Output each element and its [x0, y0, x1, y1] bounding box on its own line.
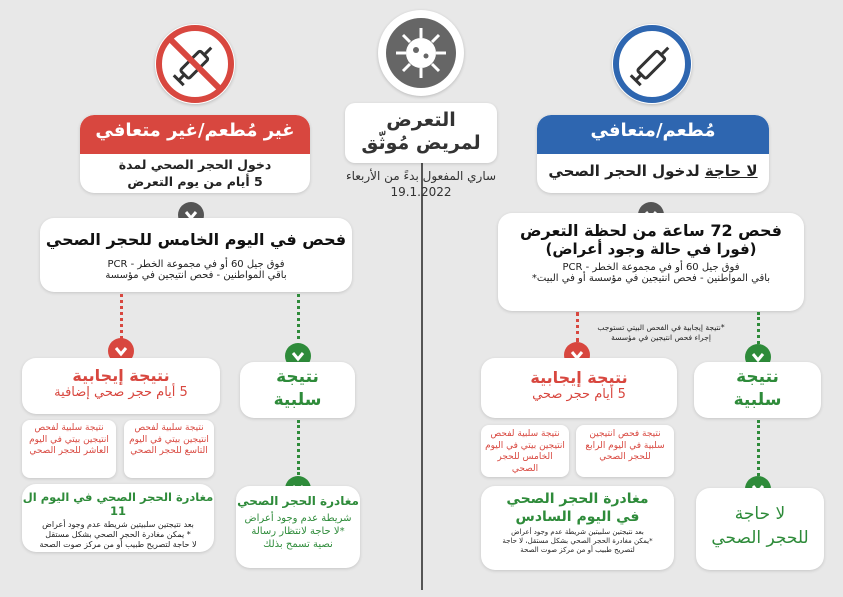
- right-positive-title: نتيجة إيجابية: [530, 368, 628, 387]
- right-no-need-card: [696, 488, 824, 570]
- right-leave-pos-title: مغادرة الحجر الصحي في اليوم السادس: [506, 491, 649, 525]
- effective-label: ساري المفعول بدءً من الأربعاء: [345, 169, 497, 183]
- left-leave-pos-card: [22, 484, 214, 552]
- right-note: [586, 323, 736, 342]
- right-pos-box2-text: نتيجة سلبية لفحص انتيجين بيتي في اليوم الخامس للحجر الصحي: [485, 429, 565, 474]
- right-neg-connector-2: [757, 420, 760, 476]
- right-negative-title: نتيجة سلبية: [733, 367, 782, 410]
- effective-date: 19.1.2022: [390, 185, 452, 199]
- syringe-circle: [612, 24, 692, 104]
- right-entry-rest: لدخول الحجر الصحي: [548, 162, 705, 180]
- left-leave-pos-title: مغادرة الحجر الصحي في اليوم ال 11: [22, 490, 214, 518]
- left-test-line1: فوق جيل 60 أو في مجموعة الخطر - PCR: [107, 259, 285, 270]
- left-positive-sub: 5 أيام حجر صحي إضافية: [54, 385, 188, 400]
- left-pos-box1-text: نتيجة سلبية لفحص انتيجين بيتي في اليوم التاسع للحجر الصحي: [129, 423, 209, 456]
- right-test-line1: فوق جيل 60 أو في مجموعة الخطر - PCR: [562, 262, 740, 273]
- left-negative-title: نتيجة سلبية: [273, 367, 322, 410]
- right-pos-box-day5: [481, 425, 569, 477]
- left-entry: [80, 154, 310, 190]
- right-test-card: [498, 213, 804, 311]
- left-test-title: فحص في اليوم الخامس للحجر الصحي: [45, 230, 347, 249]
- right-pos-connector: [576, 312, 579, 342]
- left-pos-box-day9: [124, 420, 214, 478]
- right-pos-box-day4: [576, 425, 674, 477]
- left-leave-neg-title: مغادرة الحجر الصحي: [237, 494, 359, 508]
- right-entry-prefix: لا حاجة: [704, 162, 758, 180]
- left-pos-box2-text: نتيجة سلبية لفحص انتيجين بيتي في اليوم العاشر للحجر الصحي: [29, 423, 109, 456]
- right-negative-card: [694, 362, 821, 418]
- left-entry-line2: 5 أيام من يوم التعرض: [127, 174, 263, 189]
- left-leave-neg-card: [236, 486, 360, 568]
- right-positive-sub: 5 أيام حجر صحي: [532, 387, 626, 402]
- center-divider: [421, 150, 423, 590]
- no-syringe-icon: [155, 24, 235, 104]
- right-leave-pos-card: [481, 486, 674, 570]
- syringe-icon: [612, 24, 692, 104]
- right-leave-pos-text: بعد نتيجتين سلبيتين شريطة عدم وجود أعراض *يمكن مغادرة الحجر الصحي بشكل مستقل، لا حاجة لتصريح طبيب أو من مركز صوت الصحة: [502, 528, 653, 554]
- right-neg-connector: [757, 312, 760, 344]
- virus-icon: [378, 10, 464, 96]
- right-entry: [537, 154, 769, 180]
- left-test-line2: باقي المواطنين - فحص انتيجين في مؤسسة: [105, 270, 287, 281]
- right-test-title: فحص 72 ساعة من لحظة التعرض: [520, 221, 782, 240]
- left-leave-neg-text: شريطة عدم وجود أعراض *لا حاجة لانتظار رسالة نصية تسمح بذلك: [244, 513, 352, 550]
- left-leave-pos-text: بعد نتيجتين سلبيتين شريطة عدم وجود أعراض * يمكن مغادرة الحجر الصحي بشكل مستقل لا حاجة لتصريح طبيب أو من مركز صوت الصحة: [39, 520, 197, 549]
- left-test-card: [40, 218, 352, 292]
- left-positive-title: نتيجة إيجابية: [72, 366, 170, 385]
- left-header: غير مُطعم/غير متعافي: [80, 115, 310, 154]
- right-test-line2: باقي المواطنين - فحص انتيجين في مؤسسة أو في البيت*: [531, 273, 771, 284]
- left-entry-line1: دخول الحجر الصحي لمدة: [118, 157, 272, 172]
- left-header-card: [80, 115, 310, 193]
- no-syringe-circle: [155, 24, 235, 104]
- left-neg-connector: [297, 294, 300, 339]
- left-neg-connector-2: [297, 420, 300, 475]
- right-no-need-text: لا حاجة للحجر الصحي: [711, 504, 809, 548]
- right-pos-box1-text: نتيجة فحص انتيجين سلبية في اليوم الرابع للحجر الصحي: [585, 429, 665, 462]
- right-test-title2: (فورا في حالة وجود أعراض): [545, 240, 757, 258]
- left-negative-card: [240, 362, 355, 418]
- effective-text: [335, 168, 507, 200]
- right-header-card: [537, 115, 769, 193]
- left-positive-card: [22, 358, 220, 414]
- center-title-card: [345, 103, 497, 163]
- left-pos-box-day10: [22, 420, 116, 478]
- right-header: مُطعم/متعافي: [537, 115, 769, 154]
- virus-circle: [378, 10, 464, 96]
- right-positive-card: [481, 358, 677, 418]
- center-title: التعرض لمريض مُوثّق: [361, 109, 481, 154]
- right-note-text: *نتيجة إيجابية في الفحص البيتي تستوجب إجراء فحص انتيجين في مؤسسة: [597, 323, 725, 342]
- left-pos-connector: [120, 294, 123, 339]
